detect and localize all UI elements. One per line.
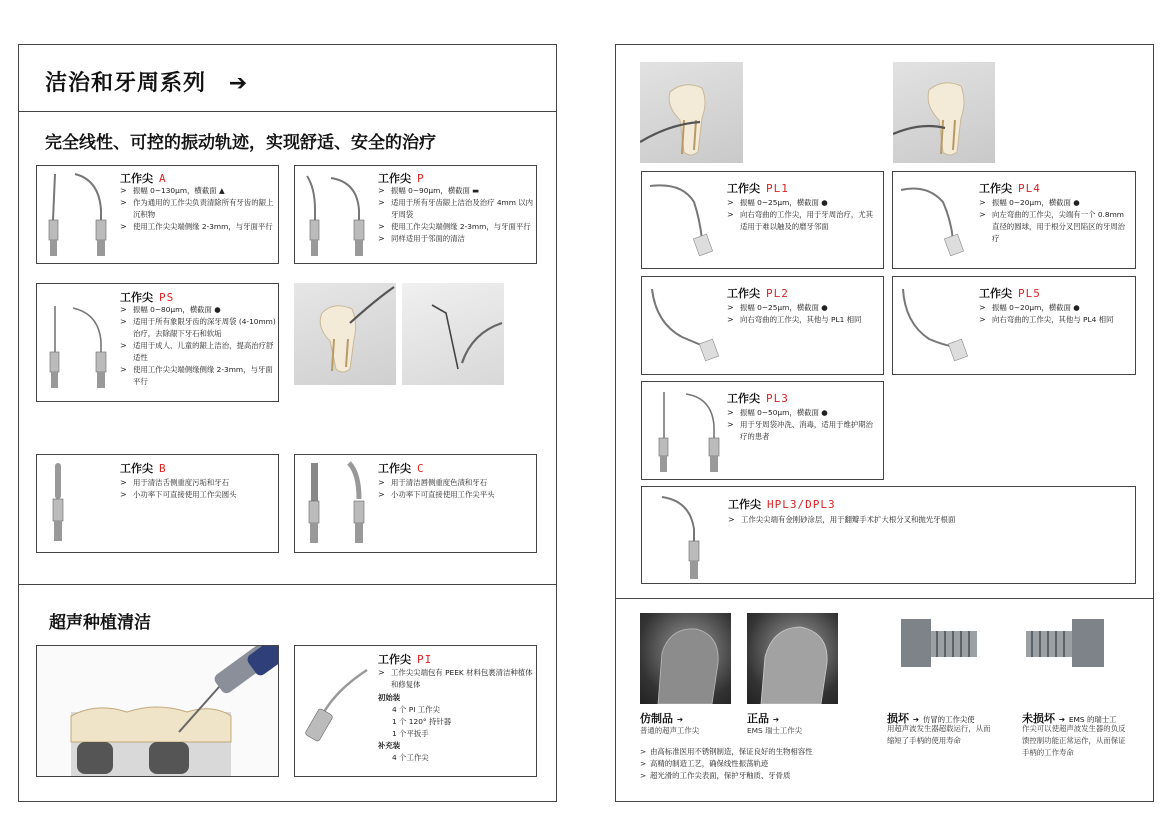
spec-item: > 向左弯曲的工作尖，尖端有一个 0.8mm 直径的圆球，用于根分叉凹陷区的牙周治疗 — [979, 209, 1131, 245]
spec-item: > 振幅 0~130μm，横截面 ▲ — [120, 185, 275, 197]
tip-pl2-title: 工作尖 PL2 — [727, 287, 789, 300]
tooth-pl-photo-1 — [640, 62, 743, 163]
tip-pl5-illustration — [897, 283, 977, 371]
counterfeit-desc: 普通的超声工作尖 — [640, 726, 700, 735]
kit-item: 4 个 PI 工作尖 — [392, 705, 440, 714]
spec-item: > 向右弯曲的工作尖，其他与 PL1 相同 — [727, 314, 877, 326]
arrow-right-icon: ➔ — [676, 715, 684, 724]
tip-pl4-title: 工作尖 PL4 — [979, 182, 1041, 195]
left-title-divider — [18, 111, 557, 112]
tip-pi-illustration — [297, 666, 375, 756]
arrow-right-icon: ➔ — [772, 715, 780, 724]
left-section-divider — [18, 584, 557, 585]
tip-card-pl4 — [892, 171, 1136, 269]
tip-pi-title: 工作尖 PI — [378, 653, 433, 666]
spec-item: > 适用于所有牙齿龈上洁治及治疗 4mm 以内牙周袋 — [378, 197, 535, 221]
page-title: 洁治和牙周系列 ➔ — [45, 71, 249, 96]
tip-card-pl3 — [641, 381, 884, 480]
spec-item: > 振幅 0~90μm，横截面 ▬ — [378, 185, 535, 197]
counterfeit-title: 仿制品 ➔ — [640, 712, 684, 725]
tip-a-specs — [120, 185, 275, 233]
tip-pl1-specs — [727, 197, 877, 233]
tip-pl4-illustration — [897, 180, 977, 264]
undamaged-desc: 作尖可以使超声波发生器的负反馈控制功能正常运作，从而保证手柄的工作寿命 — [1022, 724, 1126, 757]
kit-item: 1 个 120° 持针器 — [392, 717, 452, 726]
tip-pl2-specs — [727, 302, 877, 326]
tip-ps-specs — [120, 304, 276, 388]
spec-item: > 小功率下可直接使用工作尖平头 — [378, 489, 534, 501]
refill-kit-title: 补充装 — [378, 741, 401, 750]
tip-b-specs — [120, 477, 276, 501]
tip-pl2-illustration — [646, 283, 726, 371]
genuine-desc: EMS 瑞士工作尖 — [747, 726, 803, 735]
genuine-tip-photo — [747, 613, 838, 704]
tip-pl3-title: 工作尖 PL3 — [727, 392, 789, 405]
spec-item: > 小功率下可直接使用工作尖圆头 — [120, 489, 276, 501]
spec-item: > 向右弯曲的工作尖，其他与 PL4 相同 — [979, 314, 1131, 326]
genuine-benefits-list — [640, 746, 880, 782]
arrow-right-icon: ➔ — [228, 71, 249, 96]
tip-card-pl5 — [892, 276, 1136, 375]
tip-hpl3-specs — [728, 514, 1128, 526]
tip-card-p — [294, 165, 537, 264]
benefit-item: > 超光滑的工作尖表面，保护牙釉质、牙骨质 — [640, 770, 880, 782]
tip-card-hpl3 — [641, 486, 1136, 584]
tip-closeup-photo — [402, 283, 504, 385]
genuine-title: 正品 ➔ — [747, 712, 780, 725]
tip-card-pl1 — [641, 171, 884, 269]
spec-item: > 同样适用于邻面的清洁 — [378, 233, 535, 245]
implant-cleaning-photo — [36, 645, 279, 777]
tooth-scaling-photo — [294, 283, 396, 385]
damaged-title: 损坏 ➔ 仿冒的工作尖使 — [887, 712, 975, 725]
tip-pl4-specs — [979, 197, 1131, 245]
spec-item: > 用于牙周袋冲洗、消毒，适用于维护期治疗的患者 — [727, 419, 877, 443]
spec-item: > 振幅 0~20μm，横截面 ● — [979, 302, 1131, 314]
counterfeit-tip-photo — [640, 613, 731, 704]
spec-item: > 工作尖尖端有金刚砂涂层，用于翻瓣手术扩大根分叉和抛光牙根面 — [728, 514, 1128, 526]
tip-card-ps — [36, 283, 279, 402]
tip-pl3-specs — [727, 407, 877, 443]
tip-pl3-illustration — [646, 386, 726, 478]
tip-ps-title: 工作尖 PS — [120, 291, 175, 304]
undamaged-title: 未损坏 ➔ EMS 的瑞士工 — [1022, 712, 1117, 725]
tip-hpl3-title: 工作尖 HPL3/DPL3 — [728, 498, 836, 511]
tip-card-a — [36, 165, 279, 264]
damaged-thread-photo — [897, 615, 983, 673]
undamaged-thread-photo — [1022, 615, 1108, 673]
spec-item: > 振幅 0~80μm，横截面 ● — [120, 304, 276, 316]
tip-card-pl2 — [641, 276, 884, 375]
tip-ps-illustration — [41, 302, 113, 394]
tip-hpl3-illustration — [652, 491, 722, 583]
tip-c-illustration — [299, 459, 371, 551]
spec-item: > 适用于成人、儿童的龈上洁治，提高治疗舒适性 — [120, 340, 276, 364]
tip-a-title: 工作尖 A — [120, 172, 167, 185]
tip-b-title: 工作尖 B — [120, 462, 167, 475]
spec-item: > 使用工作尖尖端侧缘 2-3mm，与牙面平行 — [120, 221, 275, 233]
tip-pi-specs — [378, 667, 536, 691]
starter-kit-title: 初始装 — [378, 693, 401, 702]
tip-card-pi — [294, 645, 537, 777]
tip-a-illustration — [41, 170, 113, 262]
tip-card-c — [294, 454, 537, 553]
spec-item: > 工作尖尖端包有 PEEK 材料包裹清洁种植体和修复体 — [378, 667, 536, 691]
tip-c-title: 工作尖 C — [378, 462, 425, 475]
tip-pl1-illustration — [646, 180, 726, 264]
spec-item: > 振幅 0~25μm，横截面 ● — [727, 197, 877, 209]
section-subtitle: 完全线性、可控的振动轨迹，实现舒适、安全的治疗 — [45, 133, 436, 153]
tip-card-b — [36, 454, 279, 553]
tip-b-illustration — [41, 459, 81, 551]
spec-item: > 向右弯曲的工作尖，用于牙周治疗，尤其适用于难以触及的磨牙邻面 — [727, 209, 877, 233]
right-section-divider — [615, 598, 1154, 599]
kit-item: 1 个平扳手 — [392, 729, 429, 738]
arrow-right-icon: ➔ — [1058, 715, 1066, 724]
pi-kit-contents — [378, 692, 528, 764]
tip-p-illustration — [299, 170, 371, 262]
tip-pl1-title: 工作尖 PL1 — [727, 182, 789, 195]
spec-item: > 适用于所有象限牙齿的深牙周袋 (4-10mm) 治疗，去除龈下牙石和软垢 — [120, 316, 276, 340]
spec-item: > 振幅 0~25μm，横截面 ● — [727, 302, 877, 314]
benefit-item: > 高精的制造工艺，确保线性振荡轨迹 — [640, 758, 880, 770]
spec-item: > 振幅 0~50μm，横截面 ● — [727, 407, 877, 419]
kit-item: 4 个工作尖 — [392, 753, 429, 762]
damaged-desc: 用超声波发生器超载运行，从而缩短了手柄的使用寿命 — [887, 724, 991, 745]
spec-item: > 用于清洁舌侧重度污垢和牙石 — [120, 477, 276, 489]
spec-item: > 作为通用的工作尖负责清除所有牙齿的龈上沉积物 — [120, 197, 275, 221]
tip-p-title: 工作尖 P — [378, 172, 425, 185]
implant-section-title: 超声种植清洁 — [49, 613, 151, 633]
tooth-pl-photo-2 — [893, 62, 995, 163]
spec-item: > 使用工作尖尖端侧缘侧缘 2-3mm，与牙面平行 — [120, 364, 276, 388]
tip-p-specs — [378, 185, 535, 245]
arrow-right-icon: ➔ — [912, 715, 920, 724]
tip-pl5-specs — [979, 302, 1131, 326]
benefit-item: > 由高标准医用不锈钢制造，保证良好的生物相容性 — [640, 746, 880, 758]
spec-item: > 用于清洁唇侧重度色渍和牙石 — [378, 477, 534, 489]
tip-c-specs — [378, 477, 534, 501]
tip-pl5-title: 工作尖 PL5 — [979, 287, 1041, 300]
spec-item: > 振幅 0~20μm，横截面 ● — [979, 197, 1131, 209]
spec-item: > 使用工作尖尖端侧缘 2-3mm，与牙面平行 — [378, 221, 535, 233]
